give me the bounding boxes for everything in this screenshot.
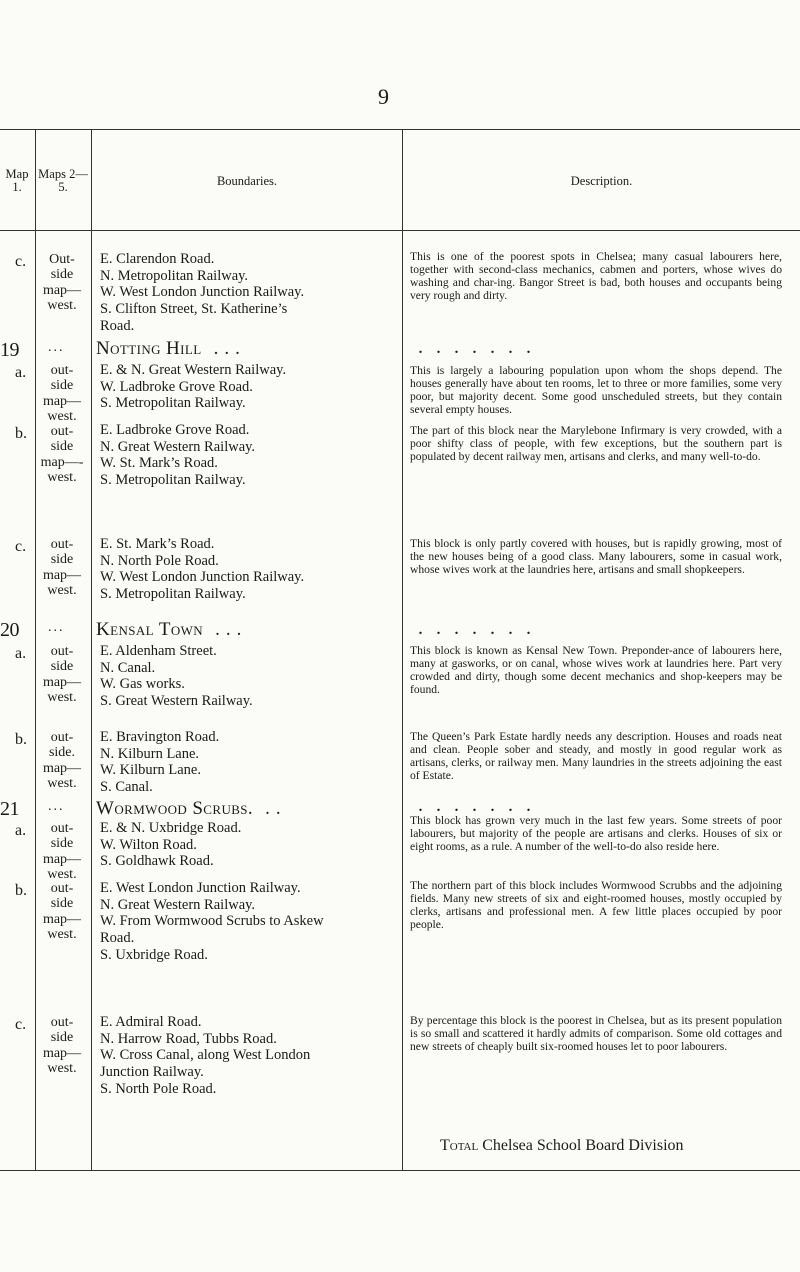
header-maps: Maps 2—5.: [38, 167, 88, 194]
area-dots: ..: [265, 798, 287, 819]
header-boundaries: Boundaries.: [216, 174, 278, 188]
total-label: Total: [440, 1137, 479, 1154]
row-location: out- side map— west.: [42, 881, 82, 942]
row-location: out- side map— west.: [42, 644, 82, 705]
header-rule: [0, 230, 800, 231]
row-location: ...: [48, 799, 65, 814]
row-boundaries: [100, 536, 400, 603]
boundary-line: E. & N. Uxbridge Road.: [100, 820, 242, 836]
boundary-line: W. St. Mark’s Road.: [100, 455, 218, 472]
row-location: out- side map— west.: [42, 537, 82, 598]
area-title: Kensal Town: [96, 619, 204, 640]
row-description: This block has grown very much in the last few years. Some streets of poor labourers, but majority of the people are artisans and clerks. Houses of six or eight rooms, as a rule. A number of the well-to-do also reside here.: [410, 814, 782, 853]
area-dots: ...: [213, 338, 246, 359]
boundary-line: N. Canal.: [100, 659, 156, 676]
boundary-line: W. Ladbroke Grove Road.: [100, 378, 253, 395]
description-dots: .......: [418, 794, 544, 816]
row-boundaries: [100, 362, 400, 412]
boundary-line: Junction Railway.: [100, 1064, 204, 1081]
boundary-line: E. Clarendon Road.: [100, 251, 215, 267]
row-location: ...: [48, 340, 65, 355]
row-location: out- side map— west.: [42, 1015, 82, 1076]
boundary-line: N. Great Western Railway.: [100, 896, 256, 913]
boundary-line: S. Metropolitan Railway.: [100, 586, 246, 603]
row-boundaries: [100, 643, 400, 710]
row-location: out- side map— west.: [42, 363, 82, 424]
row-boundaries: [100, 880, 400, 964]
row-description: By percentage this block is the poorest in Chelsea, but as its present population is so small and scattered it hardly admits of comparison. Some old cottages and new streets of cheaply built six-roomed houses let to poor labourers.: [410, 1014, 782, 1053]
row-description: This is largely a labouring population upon whom the shops depend. The houses generally have about ten rooms, let to three or more families, some very poor, but majority decent. Some good unscheduled streets, but they contain several empty houses.: [410, 364, 782, 416]
boundary-line: E. West London Junction Railway.: [100, 880, 301, 896]
total-line: [440, 1137, 684, 1155]
row-map-letter: a.: [15, 822, 27, 839]
boundary-line: S. Metropolitan Railway.: [100, 472, 246, 489]
area-heading: [96, 338, 246, 360]
description-dots: .......: [418, 336, 544, 358]
row-map-letter: c.: [15, 538, 27, 555]
header-description: Description.: [570, 174, 633, 188]
boundary-line: W. Kilburn Lane.: [100, 762, 201, 779]
boundary-line: S. Great Western Railway.: [100, 693, 253, 710]
boundary-line: E. & N. Great Western Railway.: [100, 362, 287, 378]
row-boundaries: [100, 1014, 400, 1098]
map-number: 21: [0, 798, 19, 820]
row-map-letter: a.: [15, 645, 27, 662]
area-title: Wormwood Scrubs.: [96, 798, 254, 819]
boundary-line: S. Clifton Street, St. Katherine’s: [100, 301, 288, 318]
row-description: This is one of the poorest spots in Chelsea; many casual labourers here, together with second-class mechanics, cabmen and porters, whose wives do washing and char-ing. Bangor Street is bad, both houses and occupants being very rough and dirty.: [410, 250, 782, 302]
row-description: The Queen’s Park Estate hardly needs any description. Houses and roads neat and clean. People sober and steady, and mostly in good regular work as artisans, clerks, or railway men. Many laundries in the streets adjoining the east of Estate.: [410, 730, 782, 782]
col-divider-1: [35, 129, 36, 1170]
boundary-line: W. Gas works.: [100, 676, 185, 693]
row-map-letter: b.: [15, 425, 27, 442]
row-map-letter: c.: [15, 1016, 27, 1033]
boundary-line: S. Uxbridge Road.: [100, 946, 208, 963]
boundary-line: E. Aldenham Street.: [100, 643, 217, 659]
row-description: This block is only partly covered with houses, but is rapidly growing, most of the new houses being of a good class. Many labourers, some in casual work, whose wives work at the laundries here, artisans and small shopkeepers.: [410, 537, 782, 576]
area-heading: [96, 619, 247, 641]
boundary-line: S. North Pole Road.: [100, 1080, 217, 1097]
boundary-line: W. West London Junction Railway.: [100, 284, 305, 301]
row-location: out- side map—- west.: [40, 424, 84, 485]
row-location: out- side map— west.: [42, 821, 82, 882]
row-boundaries: [100, 729, 400, 796]
boundary-line: E. St. Mark’s Road.: [100, 536, 215, 552]
boundary-line: Road.: [100, 317, 135, 334]
boundary-line: W. Wilton Road.: [100, 836, 197, 853]
boundary-line: W. Cross Canal, along West London: [100, 1047, 311, 1064]
row-map-letter: a.: [15, 364, 27, 381]
row-map-letter: b.: [15, 882, 27, 899]
row-description: This block is known as Kensal New Town. Preponder-ance of labourers here, many at gasworks, or on canal, whose wives work at laundries here. Part very crowded and dirty, though some decent mechanics and shop-keepers may be found.: [410, 644, 782, 696]
row-boundaries: [100, 820, 400, 870]
area-dots: ...: [215, 619, 248, 640]
total-division: Chelsea School Board Division: [482, 1137, 684, 1154]
col-divider-3: [402, 129, 403, 1170]
boundary-line: W. West London Junction Railway.: [100, 569, 305, 586]
bottom-rule: [0, 1170, 800, 1171]
page-number: 9: [378, 84, 389, 109]
row-boundaries: [100, 251, 400, 335]
row-description: The part of this block near the Marylebone Infirmary is very crowded, with a poor shifty class of people, with few exceptions, but the southern part is populated by decent railway men, artisans and clerks, and many well-to-do.: [410, 424, 782, 463]
boundary-line: N. Metropolitan Railway.: [100, 267, 249, 284]
row-location: Out- side map— west.: [42, 252, 82, 313]
row-map-letter: b.: [15, 731, 27, 748]
boundary-line: S. Canal.: [100, 779, 153, 796]
boundary-line: Road.: [100, 930, 135, 947]
boundary-line: W. From Wormwood Scrubs to Askew: [100, 913, 324, 930]
area-title: Notting Hill: [96, 338, 202, 359]
boundary-line: S. Goldhawk Road.: [100, 853, 214, 870]
map-number: 19: [0, 339, 19, 361]
description-dots: .......: [418, 617, 544, 639]
row-map-letter: c.: [15, 253, 27, 270]
boundary-line: E. Admiral Road.: [100, 1014, 202, 1030]
boundary-line: N. Harrow Road, Tubbs Road.: [100, 1030, 277, 1047]
boundary-line: S. Metropolitan Railway.: [100, 395, 246, 412]
row-location: out- side. map— west.: [42, 730, 82, 791]
boundary-line: N. Great Western Railway.: [100, 438, 256, 455]
area-heading: [96, 798, 287, 820]
row-boundaries: [100, 422, 400, 489]
col-divider-2: [91, 129, 92, 1170]
boundary-line: E. Ladbroke Grove Road.: [100, 422, 250, 438]
row-location: ...: [48, 620, 65, 635]
boundary-line: N. Kilburn Lane.: [100, 745, 200, 762]
map-number: 20: [0, 619, 19, 641]
boundary-line: E. Bravington Road.: [100, 729, 220, 745]
row-description: The northern part of this block includes Wormwood Scrubbs and the adjoining fields. Many new streets of six and eight-roomed houses, mostly occupied by clerks, artisans and professional men. A few little places occupied by poor people.: [410, 879, 782, 931]
header-map: Map 1.: [5, 167, 29, 194]
boundary-line: N. North Pole Road.: [100, 552, 219, 569]
top-rule: [0, 129, 800, 130]
